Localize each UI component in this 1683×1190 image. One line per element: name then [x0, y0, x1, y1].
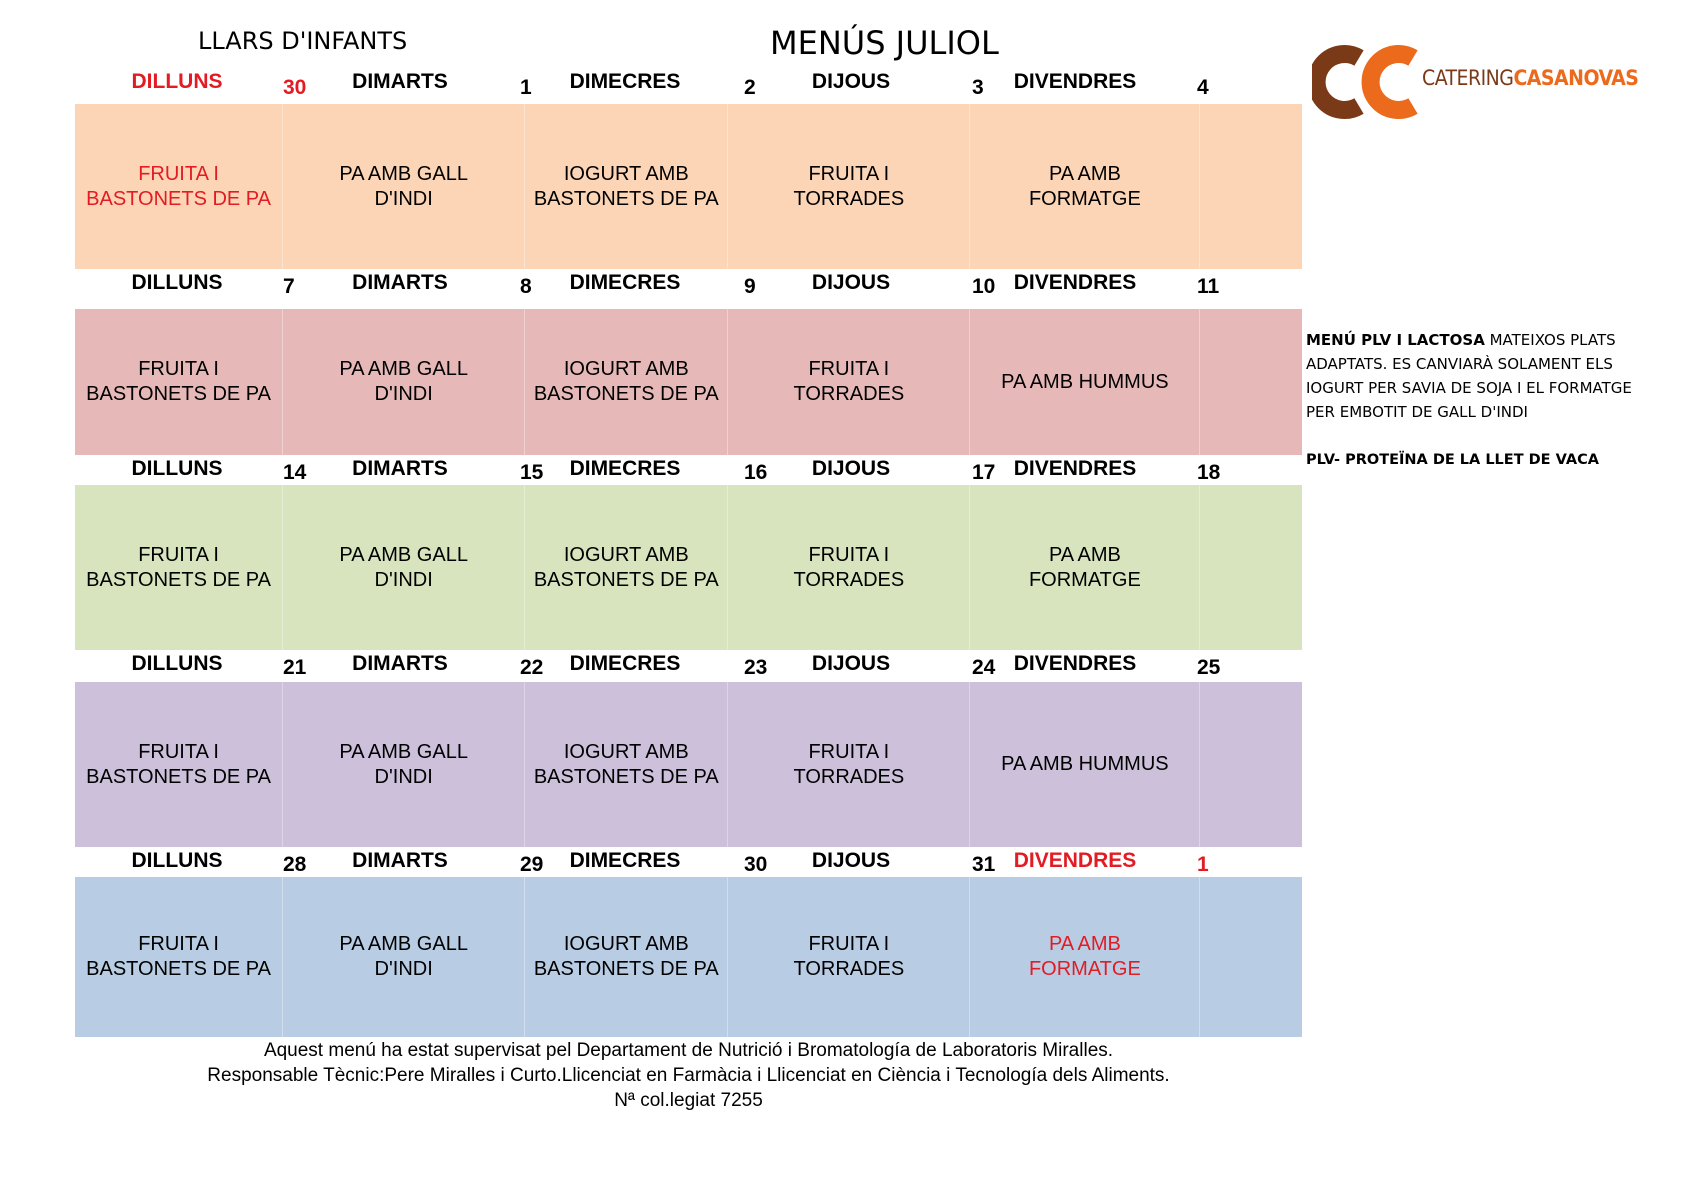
- menu-item-line: FRUITA I: [138, 933, 219, 955]
- menu-cell: [727, 104, 969, 269]
- menu-row: [75, 104, 1302, 269]
- footer-line-3: Nª col.legiat 7255: [614, 1090, 763, 1111]
- menu-item-line: IOGURT AMB: [563, 933, 689, 955]
- menu-row: [75, 682, 1302, 847]
- menu-cell: [727, 309, 969, 455]
- menu-cell: [969, 104, 1199, 269]
- menu-item-line: IOGURT AMB: [563, 358, 689, 380]
- menu-item-line: IOGURT AMB: [563, 543, 689, 566]
- menu-item-line: FRUITA I: [138, 162, 219, 185]
- day-number: 25: [1197, 656, 1221, 679]
- menu-item-line: BASTONETS DE PA: [86, 765, 272, 788]
- menu-item-line: TORRADES: [793, 383, 905, 405]
- day-number: 8: [520, 275, 532, 298]
- menu-item-line: PA AMB: [1048, 162, 1121, 185]
- menu-item-line: BASTONETS DE PA: [86, 958, 272, 980]
- day-name: DIVENDRES: [1013, 271, 1137, 294]
- empty-cell: [1199, 309, 1302, 455]
- menu-cell: [282, 682, 524, 847]
- day-name: DIVENDRES: [1013, 70, 1137, 93]
- menu-row: [75, 877, 1302, 1037]
- menu-item-line: PA AMB HUMMUS: [1001, 753, 1169, 775]
- day-number: 23: [744, 656, 768, 679]
- menu-item-line: BASTONETS DE PA: [533, 958, 719, 980]
- menu-cell: [727, 485, 969, 650]
- day-name: DIMARTS: [352, 849, 448, 872]
- week-block: [75, 847, 1302, 1037]
- menu-cell: [969, 309, 1199, 455]
- day-name: DIVENDRES: [1013, 849, 1137, 872]
- day-number: 15: [520, 461, 544, 484]
- menu-cell: [282, 309, 524, 455]
- plv-definition: PLV- PROTEÏNA DE LA LLET DE VACA: [1306, 452, 1599, 468]
- day-number: 17: [972, 461, 996, 484]
- menu-item-line: BASTONETS DE PA: [86, 383, 272, 405]
- week-header: [75, 455, 1302, 485]
- day-name: DIVENDRES: [1013, 457, 1137, 480]
- menu-item-line: BASTONETS DE PA: [86, 187, 272, 210]
- menu-cell: [727, 877, 969, 1037]
- day-name: DIMARTS: [352, 271, 448, 294]
- day-name: DILLUNS: [131, 271, 223, 294]
- day-number: 24: [972, 656, 996, 679]
- menu-item-line: PA AMB: [1048, 933, 1121, 955]
- day-number: 16: [744, 461, 768, 484]
- menu-item-line: FRUITA I: [808, 162, 890, 185]
- menu-cell: [524, 309, 727, 455]
- day-number: 1: [1197, 853, 1209, 876]
- day-number: 30: [744, 853, 768, 876]
- menu-item-line: TORRADES: [793, 765, 905, 788]
- day-name: DIMECRES: [569, 457, 681, 480]
- week-block: [75, 455, 1302, 650]
- day-number: 29: [520, 853, 544, 876]
- menu-item-line: BASTONETS DE PA: [533, 568, 719, 591]
- menu-cell: [969, 485, 1199, 650]
- footer: [75, 1038, 1302, 1113]
- day-name: DIMECRES: [569, 652, 681, 675]
- week-block: [75, 650, 1302, 847]
- week-block: [75, 62, 1302, 269]
- center-name: LLARS D'INFANTS: [198, 27, 408, 55]
- menu-cell: [75, 104, 282, 269]
- day-name: DIMARTS: [352, 457, 448, 480]
- week-header: [75, 62, 1302, 104]
- menu-item-line: PA AMB: [1048, 543, 1121, 566]
- day-number: 30: [283, 76, 307, 99]
- menu-item-line: IOGURT AMB: [563, 162, 689, 185]
- day-number: 21: [283, 656, 307, 679]
- menu-item-line: BASTONETS DE PA: [86, 568, 272, 591]
- day-number: 4: [1197, 76, 1209, 99]
- day-name: DIJOUS: [811, 849, 891, 872]
- menu-cell: [75, 682, 282, 847]
- menu-item-line: FRUITA I: [808, 358, 890, 380]
- menu-item-line: BASTONETS DE PA: [533, 187, 719, 210]
- menu-cell: [75, 485, 282, 650]
- menu-item-line: BASTONETS DE PA: [533, 383, 719, 405]
- day-number: 7: [283, 275, 295, 298]
- menu-item-line: D'INDI: [374, 383, 433, 405]
- day-name: DILLUNS: [131, 70, 223, 93]
- menu-item-line: IOGURT AMB: [563, 740, 689, 763]
- day-number: 22: [520, 656, 544, 679]
- empty-cell: [1199, 104, 1302, 269]
- menu-cell: [524, 485, 727, 650]
- menu-table: [75, 62, 1302, 1037]
- menu-item-line: FORMATGE: [1028, 568, 1141, 591]
- empty-cell: [1199, 682, 1302, 847]
- menu-cell: [524, 682, 727, 847]
- week-header: [75, 847, 1302, 877]
- day-number: 14: [283, 461, 307, 484]
- day-name: DIJOUS: [811, 652, 891, 675]
- day-name: DIJOUS: [811, 70, 891, 93]
- day-number: 3: [972, 76, 984, 99]
- menu-cell: [282, 877, 524, 1037]
- menu-item-line: PA AMB GALL: [339, 543, 468, 566]
- empty-cell: [1199, 485, 1302, 650]
- page-title: MENÚS JULIOL: [770, 24, 999, 62]
- week-header: [75, 650, 1302, 682]
- day-name: DILLUNS: [131, 652, 223, 675]
- day-name: DIMECRES: [569, 70, 681, 93]
- menu-item-line: FRUITA I: [138, 740, 219, 763]
- dietary-note: MENÚ PLV I LACTOSA MATEIXOS PLATS ADAPTATS. ES CANVIARÀ SOLAMENT ELS IOGURT PER SAVIA DE SOJA I EL FORMATGE PER EMBOTIT DE GALL D'INDI: [1306, 331, 1632, 421]
- week-header: [75, 269, 1302, 309]
- footer-line-1: Aquest menú ha estat supervisat pel Departament de Nutrició i Bromatología de Laboratoris Miralles.: [263, 1040, 1114, 1061]
- menu-item-line: PA AMB GALL: [339, 162, 468, 185]
- day-number: 1: [520, 76, 532, 99]
- footer-line-2: Responsable Tècnic:Pere Miralles i Curto.Llicenciat en Farmàcia i Llicenciat en Ciència i Tecnología dels Aliments.: [207, 1065, 1170, 1086]
- menu-item-line: TORRADES: [793, 958, 905, 980]
- menu-cell: [969, 877, 1199, 1037]
- day-name: DIMARTS: [352, 70, 448, 93]
- menu-item-line: FRUITA I: [808, 543, 890, 566]
- menu-item-line: TORRADES: [793, 187, 905, 210]
- logo-icon: [1312, 44, 1422, 120]
- menu-item-line: D'INDI: [374, 187, 433, 210]
- menu-cell: [75, 877, 282, 1037]
- day-number: 28: [283, 853, 307, 876]
- day-number: 2: [744, 76, 756, 99]
- menu-item-line: FRUITA I: [808, 933, 890, 955]
- menu-item-line: PA AMB GALL: [339, 358, 468, 380]
- menu-cell: [727, 682, 969, 847]
- day-number: 18: [1197, 461, 1221, 484]
- menu-cell: [282, 104, 524, 269]
- menu-item-line: PA AMB GALL: [339, 933, 468, 955]
- menu-item-line: FRUITA I: [138, 358, 219, 380]
- menu-item-line: FORMATGE: [1028, 187, 1141, 210]
- menu-row: [75, 309, 1302, 455]
- day-name: DIMECRES: [569, 849, 681, 872]
- day-number: 10: [972, 275, 996, 298]
- menu-item-line: PA AMB GALL: [339, 740, 468, 763]
- logo-text: CATERINGCASANOVAS: [1422, 66, 1639, 90]
- empty-cell: [1199, 877, 1302, 1037]
- day-name: DIMECRES: [569, 271, 681, 294]
- menu-item-line: D'INDI: [374, 765, 433, 788]
- day-name: DIVENDRES: [1013, 652, 1137, 675]
- week-block: [75, 269, 1302, 455]
- day-name: DIJOUS: [811, 271, 891, 294]
- menu-cell: [282, 485, 524, 650]
- menu-item-line: D'INDI: [374, 958, 433, 980]
- menu-item-line: TORRADES: [793, 568, 905, 591]
- day-number: 9: [744, 275, 756, 298]
- menu-cell: [75, 309, 282, 455]
- day-number: 11: [1197, 275, 1220, 298]
- day-name: DIMARTS: [352, 652, 448, 675]
- menu-item-line: D'INDI: [374, 568, 433, 591]
- day-number: 31: [972, 853, 996, 876]
- menu-row: [75, 485, 1302, 650]
- menu-cell: [969, 682, 1199, 847]
- menu-cell: [524, 877, 727, 1037]
- menu-item-line: BASTONETS DE PA: [533, 765, 719, 788]
- menu-item-line: FRUITA I: [138, 543, 219, 566]
- day-name: DILLUNS: [131, 849, 223, 872]
- day-name: DILLUNS: [131, 457, 223, 480]
- menu-cell: [524, 104, 727, 269]
- menu-item-line: FORMATGE: [1028, 958, 1141, 980]
- day-name: DIJOUS: [811, 457, 891, 480]
- menu-item-line: FRUITA I: [808, 740, 890, 763]
- menu-item-line: PA AMB HUMMUS: [1001, 370, 1169, 393]
